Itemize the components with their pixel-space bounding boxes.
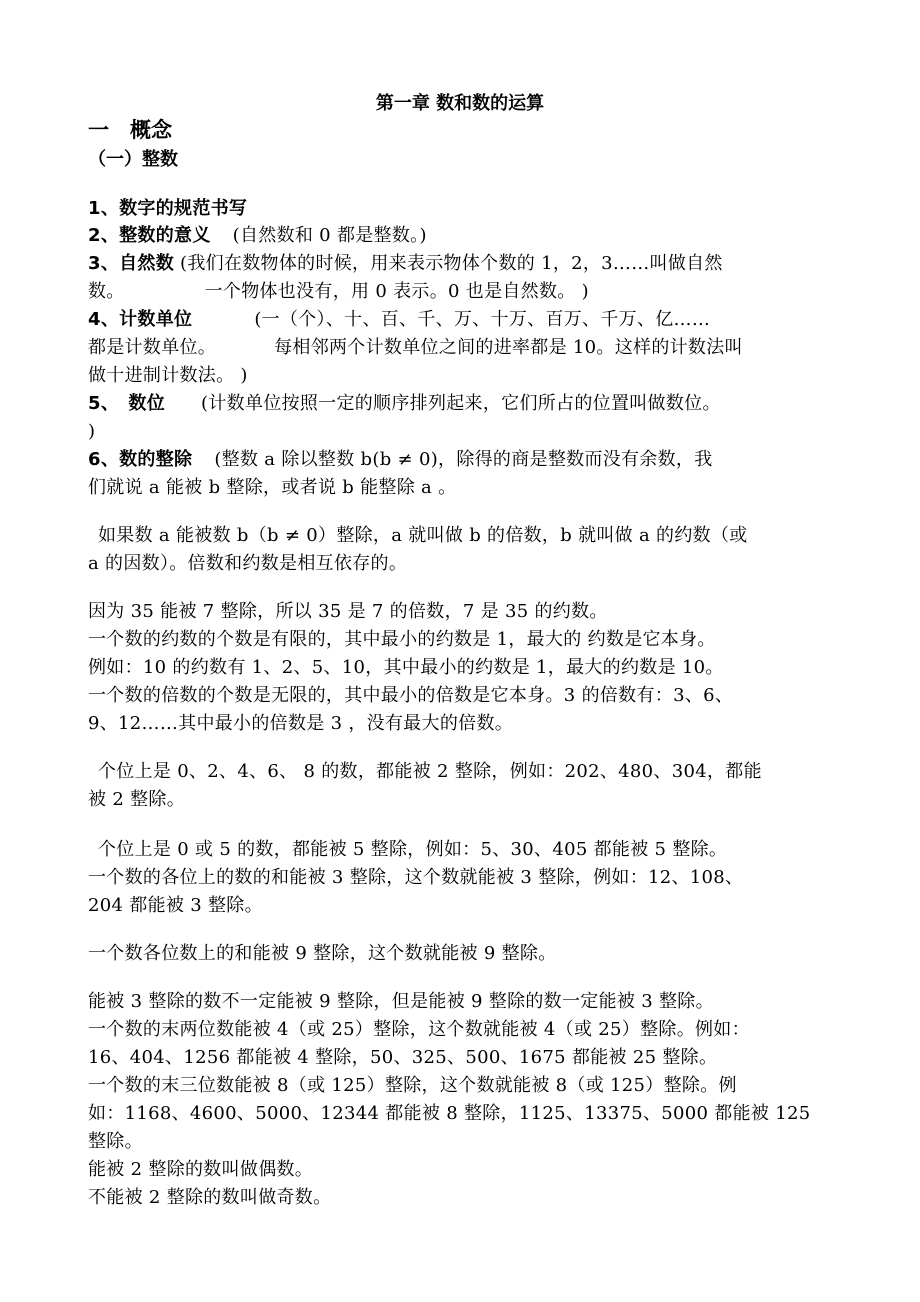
body-line-10: 个位上是 0 或 5 的数，都能被 5 整除，例如：5、30、405 都能被 5 整除。: [98, 839, 728, 860]
subsection-title: （一）整数: [88, 149, 178, 170]
item-2-line: [88, 222, 427, 250]
body-line-11: 一个数的各位上的数的和能被 3 整除，这个数就能被 3 整除，例如：12、108、: [88, 867, 744, 888]
item-4-label: 4、计数单位: [88, 309, 193, 330]
body-line-3: 因为 35 能被 7 整除，所以 35 是 7 的倍数，7 是 35 的约数。: [88, 601, 608, 622]
body-line-5: 例如：10 的约数有 1、2、5、10，其中最小的约数是 1，最大的约数是 10。: [88, 657, 724, 678]
item-1-label: 1、数字的规范书写: [88, 198, 248, 219]
item-5-label: 5、 数位: [88, 393, 166, 414]
item-4-line-3: 做十进制计数法。 ): [88, 365, 248, 386]
item-2-text: (自然数和 0 都是整数。): [232, 225, 427, 246]
item-3-line-1: [88, 250, 723, 278]
item-6-label: 6、数的整除: [88, 449, 193, 470]
body-line-21: 不能被 2 整除的数叫做奇数。: [88, 1187, 332, 1208]
section-title: 一 概念: [88, 118, 172, 142]
body-line-17: 一个数的末三位数能被 8（或 125）整除，这个数就能被 8（或 125）整除。例: [88, 1075, 737, 1096]
item-6-text-a: (整数 a 除以整数 b(b ≠ 0)，除得的商是整数而没有余数，我: [214, 449, 713, 470]
item-6-line-1: [88, 446, 713, 474]
item-6-line-2: 们就说 a 能被 b 整除，或者说 b 能整除 a 。: [88, 477, 457, 498]
body-line-8: 个位上是 0、2、4、6、 8 的数，都能被 2 整除，例如：202、480、304，都能: [98, 761, 762, 782]
body-line-14: 能被 3 整除的数不一定能被 9 整除，但是能被 9 整除的数一定能被 3 整除。: [88, 991, 714, 1012]
body-line-1: 如果数 a 能被数 b（b ≠ 0）整除，a 就叫做 b 的倍数，b 就叫做 a 的约数（或: [98, 525, 748, 546]
body-line-15: 一个数的末两位数能被 4（或 25）整除，这个数就能被 4（或 25）整除。例如：: [88, 1019, 750, 1040]
body-line-20: 能被 2 整除的数叫做偶数。: [88, 1159, 314, 1180]
body-line-19: 整除。: [88, 1131, 143, 1152]
item-3-text-b: 数。: [88, 281, 125, 302]
item-2-label: 2、整数的意义: [88, 225, 211, 246]
body-line-18: 如：1168、4600、5000、12344 都能被 8 整除，1125、13375、5000 都能被 125: [88, 1103, 811, 1124]
item-4-text-c: 每相邻两个计数单位之间的进率都是 10。这样的计数法叫: [274, 337, 743, 358]
body-line-13: 一个数各位数上的和能被 9 整除，这个数就能被 9 整除。: [88, 943, 557, 964]
body-line-6: 一个数的倍数的个数是无限的，其中最小的倍数是它本身。3 的倍数有：3、6、: [88, 685, 734, 706]
item-3-text-c: 一个物体也没有，用 0 表示。0 也是自然数。 ): [204, 281, 589, 302]
body-line-4: 一个数的约数的个数是有限的，其中最小的约数是 1，最大的 约数是它本身。: [88, 629, 716, 650]
item-4-text-b: 都是计数单位。: [88, 337, 217, 358]
body-line-2: a 的因数）。倍数和约数是相互依存的。: [88, 553, 408, 574]
item-4-line-2: [88, 334, 743, 362]
body-line-12: 204 都能被 3 整除。: [88, 895, 263, 916]
item-3-text-a: (我们在数物体的时候，用来表示物体个数的 1，2，3……叫做自然: [180, 253, 723, 274]
item-5-line-2: ): [88, 421, 96, 442]
item-4-line-1: [88, 306, 710, 334]
item-5-text-a: (计数单位按照一定的顺序排列起来，它们所占的位置叫做数位。: [201, 393, 721, 414]
item-3-line-2: [88, 278, 589, 306]
body-line-16: 16、404、1256 都能被 4 整除，50、325、500、1675 都能被 25 整除。: [88, 1047, 718, 1068]
body-line-9: 被 2 整除。: [88, 789, 185, 810]
chapter-title: 第一章 数和数的运算: [375, 93, 545, 114]
item-5-line-1: [88, 390, 721, 418]
body-line-7: 9、12……其中最小的倍数是 3 ，没有最大的倍数。: [88, 713, 514, 734]
item-3-label: 3、自然数: [88, 253, 175, 274]
item-4-text-a: (一（个）、十、百、千、万、十万、百万、千万、亿……: [254, 309, 711, 330]
